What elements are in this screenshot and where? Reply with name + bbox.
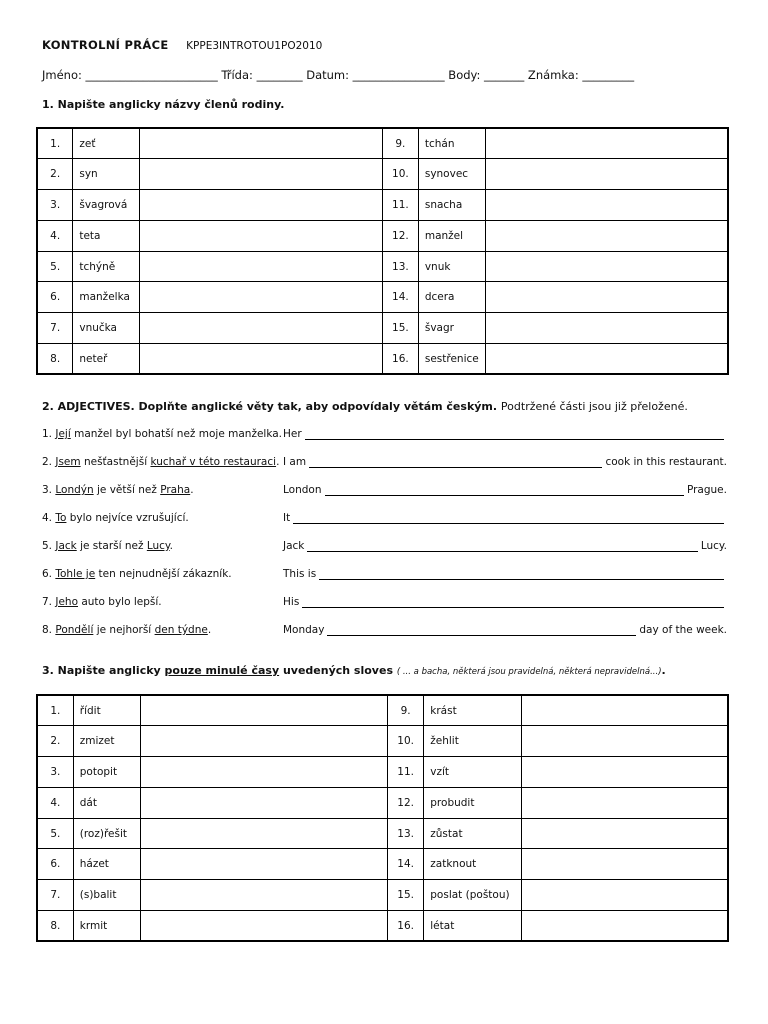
table-row: [37, 880, 728, 911]
czech-word: snacha: [418, 190, 485, 221]
answer-cell[interactable]: [521, 787, 728, 818]
item-number: 14.: [388, 849, 424, 880]
answer-cell[interactable]: [141, 880, 388, 911]
translated-part: Jack: [55, 540, 77, 552]
table-row: [37, 159, 728, 190]
czech-word: žehlit: [424, 726, 522, 757]
sentence-text: je starší než: [76, 540, 147, 552]
answer-blank[interactable]: [307, 541, 697, 552]
english-sentence: [283, 512, 727, 524]
item-number: 10.: [382, 159, 418, 190]
item-number: 2.: [37, 726, 73, 757]
item-number: 1.: [37, 128, 73, 159]
czech-sentence: [42, 596, 283, 608]
sentence-text: .: [207, 624, 212, 636]
answer-blank[interactable]: [325, 485, 684, 496]
czech-word: tchýně: [73, 251, 140, 282]
czech-sentence: [42, 540, 283, 552]
answer-cell[interactable]: [521, 880, 728, 911]
item-number: 1.: [37, 695, 73, 726]
table-row: [37, 282, 728, 313]
czech-word: manželka: [73, 282, 140, 313]
english-sentence: [283, 484, 727, 496]
answer-blank[interactable]: [302, 597, 724, 608]
item-number: 15.: [382, 313, 418, 344]
sentence-text: .: [169, 540, 173, 552]
answer-cell[interactable]: [140, 344, 383, 375]
translated-part: Její: [55, 428, 71, 440]
item-number: 13.: [388, 818, 424, 849]
answer-cell[interactable]: [485, 313, 728, 344]
english-sentence: [283, 540, 727, 552]
sentence-number: 2.: [42, 456, 56, 468]
table-row: [37, 757, 728, 788]
sentence-row: [42, 592, 727, 612]
czech-word: švagrová: [73, 190, 140, 221]
translated-part: To: [55, 512, 67, 524]
sentence-row: [42, 564, 727, 584]
item-number: 9.: [382, 128, 418, 159]
czech-word: létat: [424, 911, 522, 942]
sentence-row: [42, 452, 727, 472]
answer-cell[interactable]: [485, 190, 728, 221]
table-row: [37, 911, 728, 942]
table-row: [37, 726, 728, 757]
czech-word: dát: [73, 787, 140, 818]
table-row: [37, 313, 728, 344]
english-sentence: [283, 568, 727, 580]
table-row: [37, 787, 728, 818]
czech-word: krmit: [73, 911, 140, 942]
item-number: 3.: [37, 190, 73, 221]
table-row: [37, 818, 728, 849]
czech-word: zeť: [73, 128, 140, 159]
czech-word: neteř: [73, 344, 140, 375]
section2-title-note: Podtržené části jsou již přeložené.: [500, 400, 688, 413]
answer-cell[interactable]: [485, 128, 728, 159]
item-number: 5.: [37, 818, 73, 849]
czech-word: syn: [73, 159, 140, 190]
sentence-row: [42, 536, 727, 556]
answer-cell[interactable]: [141, 818, 388, 849]
sentence-text: 4.: [42, 512, 56, 524]
czech-sentence: [42, 456, 283, 468]
item-number: 8.: [37, 911, 73, 942]
sentence-text: je větší než: [93, 484, 161, 496]
answer-cell[interactable]: [140, 251, 383, 282]
czech-word: dcera: [418, 282, 485, 313]
english-sentence: [283, 596, 727, 608]
answer-blank[interactable]: [319, 569, 724, 580]
item-number: 7.: [37, 313, 73, 344]
answer-cell[interactable]: [141, 787, 388, 818]
table-row: [37, 128, 728, 159]
item-number: 14.: [382, 282, 418, 313]
sentence-text: 5.: [42, 540, 56, 552]
item-number: 4.: [37, 787, 73, 818]
section2-title: [42, 400, 688, 413]
worksheet-title: KONTROLNÍ PRÁCE: [42, 38, 169, 52]
answer-cell[interactable]: [485, 344, 728, 375]
sentence-row: [42, 620, 727, 640]
item-number: 16.: [388, 911, 424, 942]
answer-cell[interactable]: [521, 726, 728, 757]
answer-cell[interactable]: [141, 911, 388, 942]
answer-blank[interactable]: [293, 513, 724, 524]
worksheet-header: [42, 38, 322, 52]
answer-cell[interactable]: [485, 220, 728, 251]
item-number: 11.: [388, 757, 424, 788]
sentence-text: nešťastnější: [80, 456, 151, 468]
czech-word: manžel: [418, 220, 485, 251]
czech-word: zůstat: [424, 818, 522, 849]
item-number: 12.: [388, 787, 424, 818]
table-row: [37, 344, 728, 375]
answer-cell[interactable]: [140, 220, 383, 251]
czech-word: sestřenice: [418, 344, 485, 375]
sentence-text: ten nejnudnější zákazník.: [95, 568, 232, 580]
student-info-line: Jméno: _______________________ Třída: ________ Datum: ________________ Body: _______ Známka: _________: [42, 68, 635, 82]
english-suffix: Lucy.: [700, 540, 727, 552]
table-row: [37, 251, 728, 282]
answer-blank[interactable]: [327, 625, 636, 636]
english-prefix: Monday: [283, 624, 325, 636]
answer-cell[interactable]: [485, 159, 728, 190]
english-prefix: It: [283, 512, 291, 524]
item-number: 16.: [382, 344, 418, 375]
answer-cell[interactable]: [521, 695, 728, 726]
czech-word: vzít: [424, 757, 522, 788]
english-sentence: [283, 428, 727, 440]
translated-part: den týdne: [154, 624, 208, 636]
answer-cell[interactable]: [485, 282, 728, 313]
czech-word: teta: [73, 220, 140, 251]
czech-sentence: [42, 568, 283, 580]
english-sentence: [283, 624, 727, 636]
translated-part: Pondělí: [55, 624, 94, 636]
section2-title-bold: 2. ADJECTIVES. Doplňte anglické věty tak, aby odpovídaly větám českým.: [42, 400, 498, 413]
english-prefix: I am: [283, 456, 307, 468]
czech-word: krást: [424, 695, 522, 726]
sentence-text: bylo nejvíce vzrušující.: [66, 512, 189, 524]
czech-word: tchán: [418, 128, 485, 159]
item-number: 6.: [37, 849, 73, 880]
section3-title: 3. Napište anglicky pouze minulé časy uvedených sloves ( ... a bacha, některá jsou pravidelná, některá nepravidelná...).: [42, 664, 666, 677]
answer-cell[interactable]: [521, 818, 728, 849]
sentence-text: 6.: [42, 568, 56, 580]
czech-word: synovec: [418, 159, 485, 190]
english-suffix: Prague.: [686, 484, 727, 496]
item-number: 12.: [382, 220, 418, 251]
family-members-table: [36, 127, 729, 375]
item-number: 8.: [37, 344, 73, 375]
item-number: 4.: [37, 220, 73, 251]
answer-cell[interactable]: [521, 849, 728, 880]
sentence-text: je nejhorší: [93, 624, 155, 636]
czech-word: házet: [73, 849, 140, 880]
sentence-text: .: [190, 484, 194, 496]
answer-cell[interactable]: [140, 190, 383, 221]
czech-word: probudit: [424, 787, 522, 818]
item-number: 13.: [382, 251, 418, 282]
answer-blank[interactable]: [305, 429, 724, 440]
item-number: 11.: [382, 190, 418, 221]
czech-word: vnuk: [418, 251, 485, 282]
translated-part: kuchař v této restauraci: [150, 456, 277, 468]
czech-word: zatknout: [424, 849, 522, 880]
answer-cell[interactable]: [140, 282, 383, 313]
section1-title: 1. Napište anglicky názvy členů rodiny.: [42, 98, 285, 111]
answer-cell[interactable]: [141, 757, 388, 788]
czech-sentence: [42, 624, 283, 636]
item-number: 5.: [37, 251, 73, 282]
english-prefix: This is: [283, 568, 317, 580]
translated-part: Lucy: [146, 540, 170, 552]
answer-cell[interactable]: [140, 159, 383, 190]
sentence-text: 8.: [42, 624, 56, 636]
sentence-row: [42, 480, 727, 500]
sentence-number: 1.: [42, 428, 56, 440]
table-row: [37, 849, 728, 880]
table-row: [37, 190, 728, 221]
czech-sentence: [42, 428, 283, 440]
worksheet-code: KPPE3INTROTOU1PO2010: [186, 40, 323, 52]
english-prefix: His: [283, 596, 300, 608]
sentence-text: auto bylo lepší.: [78, 596, 162, 608]
czech-sentence: [42, 484, 283, 496]
item-number: 2.: [37, 159, 73, 190]
czech-word: (s)balit: [73, 880, 140, 911]
translated-part: Jsem: [55, 456, 81, 468]
translated-part: Praha: [160, 484, 191, 496]
answer-cell[interactable]: [521, 911, 728, 942]
czech-word: vnučka: [73, 313, 140, 344]
answer-cell[interactable]: [141, 726, 388, 757]
answer-blank[interactable]: [309, 457, 602, 468]
czech-word: (roz)řešit: [73, 818, 140, 849]
translated-part: Jeho: [55, 596, 78, 608]
czech-word: švagr: [418, 313, 485, 344]
item-number: 9.: [388, 695, 424, 726]
czech-word: potopit: [73, 757, 140, 788]
translated-part: Tohle je: [55, 568, 96, 580]
english-suffix: cook in this restaurant.: [605, 456, 727, 468]
czech-word: řídit: [73, 695, 140, 726]
sentence-text: manžel byl bohatší než moje manželka.: [70, 428, 283, 440]
english-prefix: London: [283, 484, 322, 496]
sentence-text: 3.: [42, 484, 56, 496]
czech-word: zmizet: [73, 726, 140, 757]
answer-cell[interactable]: [521, 757, 728, 788]
past-tense-table: [36, 694, 729, 942]
sentence-text: .: [276, 456, 280, 468]
table-row: [37, 220, 728, 251]
item-number: 15.: [388, 880, 424, 911]
answer-cell[interactable]: [141, 849, 388, 880]
czech-word: poslat (poštou): [424, 880, 522, 911]
answer-cell[interactable]: [140, 313, 383, 344]
answer-cell[interactable]: [141, 695, 388, 726]
sentence-row: [42, 424, 727, 444]
english-suffix: day of the week.: [639, 624, 727, 636]
sentence-text: 7.: [42, 596, 56, 608]
answer-cell[interactable]: [485, 251, 728, 282]
english-prefix: Jack: [283, 540, 305, 552]
item-number: 6.: [37, 282, 73, 313]
english-sentence: [283, 456, 727, 468]
item-number: 3.: [37, 757, 73, 788]
item-number: 10.: [388, 726, 424, 757]
translated-part: Londýn: [55, 484, 94, 496]
item-number: 7.: [37, 880, 73, 911]
sentence-row: [42, 508, 727, 528]
table-row: [37, 695, 728, 726]
english-prefix: Her: [283, 428, 302, 440]
answer-cell[interactable]: [140, 128, 383, 159]
czech-sentence: [42, 512, 283, 524]
